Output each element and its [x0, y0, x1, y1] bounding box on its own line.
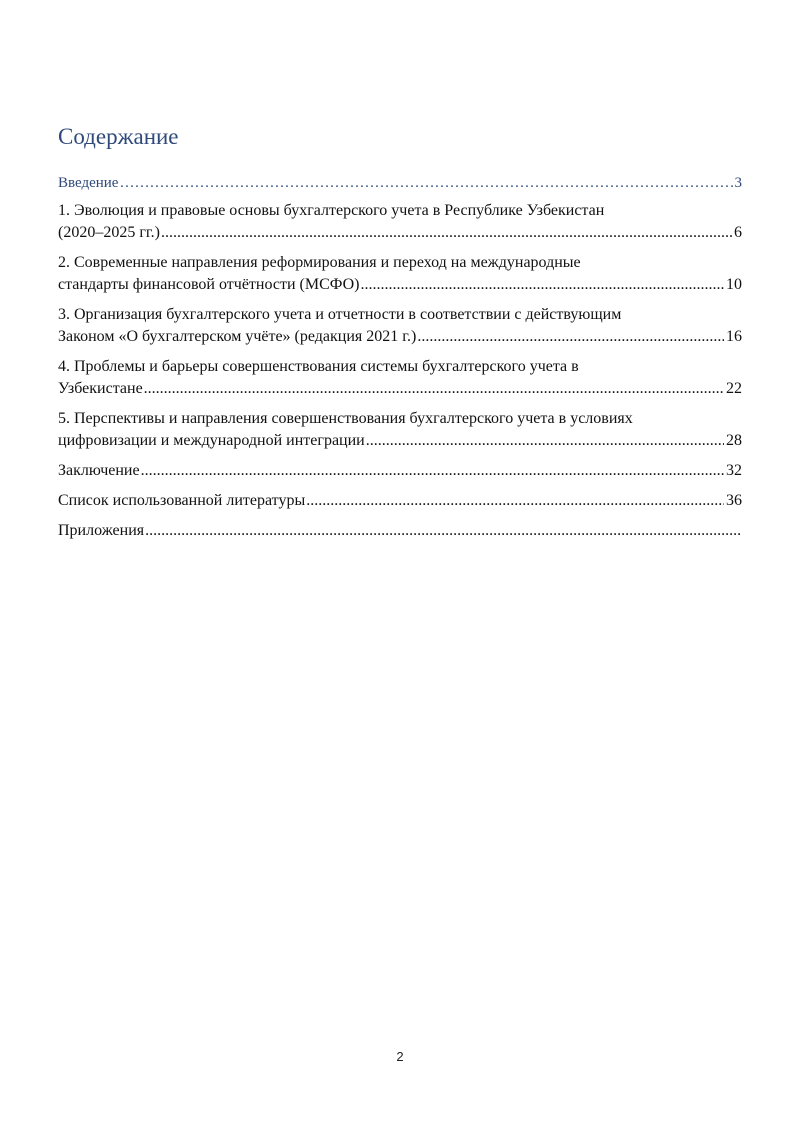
toc-entry-title-line1: 4. Проблемы и барьеры совершенствования системы бухгалтерского учета в	[58, 358, 579, 375]
toc-entry-chapter-5[interactable]	[58, 408, 742, 452]
toc-entry-chapter-1[interactable]	[58, 200, 742, 244]
toc-entry-page: 36	[726, 492, 742, 509]
toc-entry-title: Список использованной литературы	[58, 492, 306, 509]
toc-entry-title-line2: Узбекистане	[58, 380, 143, 397]
dot-leader	[119, 172, 732, 194]
dot-leader	[417, 326, 724, 348]
table-of-contents	[58, 172, 742, 550]
toc-entry-page: 6	[734, 224, 742, 241]
toc-entry-chapter-3[interactable]	[58, 304, 742, 348]
toc-entry-page: 22	[726, 380, 742, 397]
dot-leader	[144, 378, 724, 400]
dot-leader	[360, 274, 724, 296]
toc-entry-title-line2: Законом «О бухгалтерском учёте» (редакция 2021 г.)	[58, 328, 417, 345]
toc-heading: Содержание	[58, 124, 179, 149]
toc-entry-conclusion[interactable]	[58, 460, 742, 482]
toc-entry-page: 16	[726, 328, 742, 345]
toc-entry-title-line1: 3. Организация бухгалтерского учета и отчетности в соответствии с действующим	[58, 306, 622, 323]
toc-entry-title-line2: цифровизации и международной интеграции	[58, 432, 365, 449]
toc-entry-title-line2: (2020–2025 гг.)	[58, 224, 160, 241]
toc-entry-references[interactable]	[58, 490, 742, 512]
toc-entry-title: Заключение	[58, 462, 140, 479]
page-number: 2	[396, 1049, 404, 1064]
toc-entry-appendices[interactable]	[58, 520, 742, 542]
toc-entry-title: Введение	[58, 175, 119, 191]
toc-entry-page: 10	[726, 276, 742, 293]
toc-entry-title: Приложения	[58, 522, 145, 539]
toc-entry-chapter-4[interactable]	[58, 356, 742, 400]
dot-leader	[145, 520, 740, 542]
toc-entry-page: 28	[726, 432, 742, 449]
dot-leader	[141, 460, 724, 482]
toc-entry-title-line1: 5. Перспективы и направления совершенствования бухгалтерского учета в условиях	[58, 410, 633, 427]
toc-entry-page: 32	[726, 462, 742, 479]
toc-entry-title-line1: 1. Эволюция и правовые основы бухгалтерского учета в Республике Узбекистан	[58, 202, 605, 219]
toc-entry-page: 3	[734, 175, 742, 191]
toc-entry-title-line1: 2. Современные направления реформирования и переход на международные	[58, 254, 581, 271]
toc-entry-introduction[interactable]	[58, 172, 742, 194]
toc-entry-title-line2: стандарты финансовой отчётности (МСФО)	[58, 276, 360, 293]
toc-entry-chapter-2[interactable]	[58, 252, 742, 296]
dot-leader	[366, 430, 724, 452]
dot-leader	[306, 490, 724, 512]
dot-leader	[161, 222, 732, 244]
